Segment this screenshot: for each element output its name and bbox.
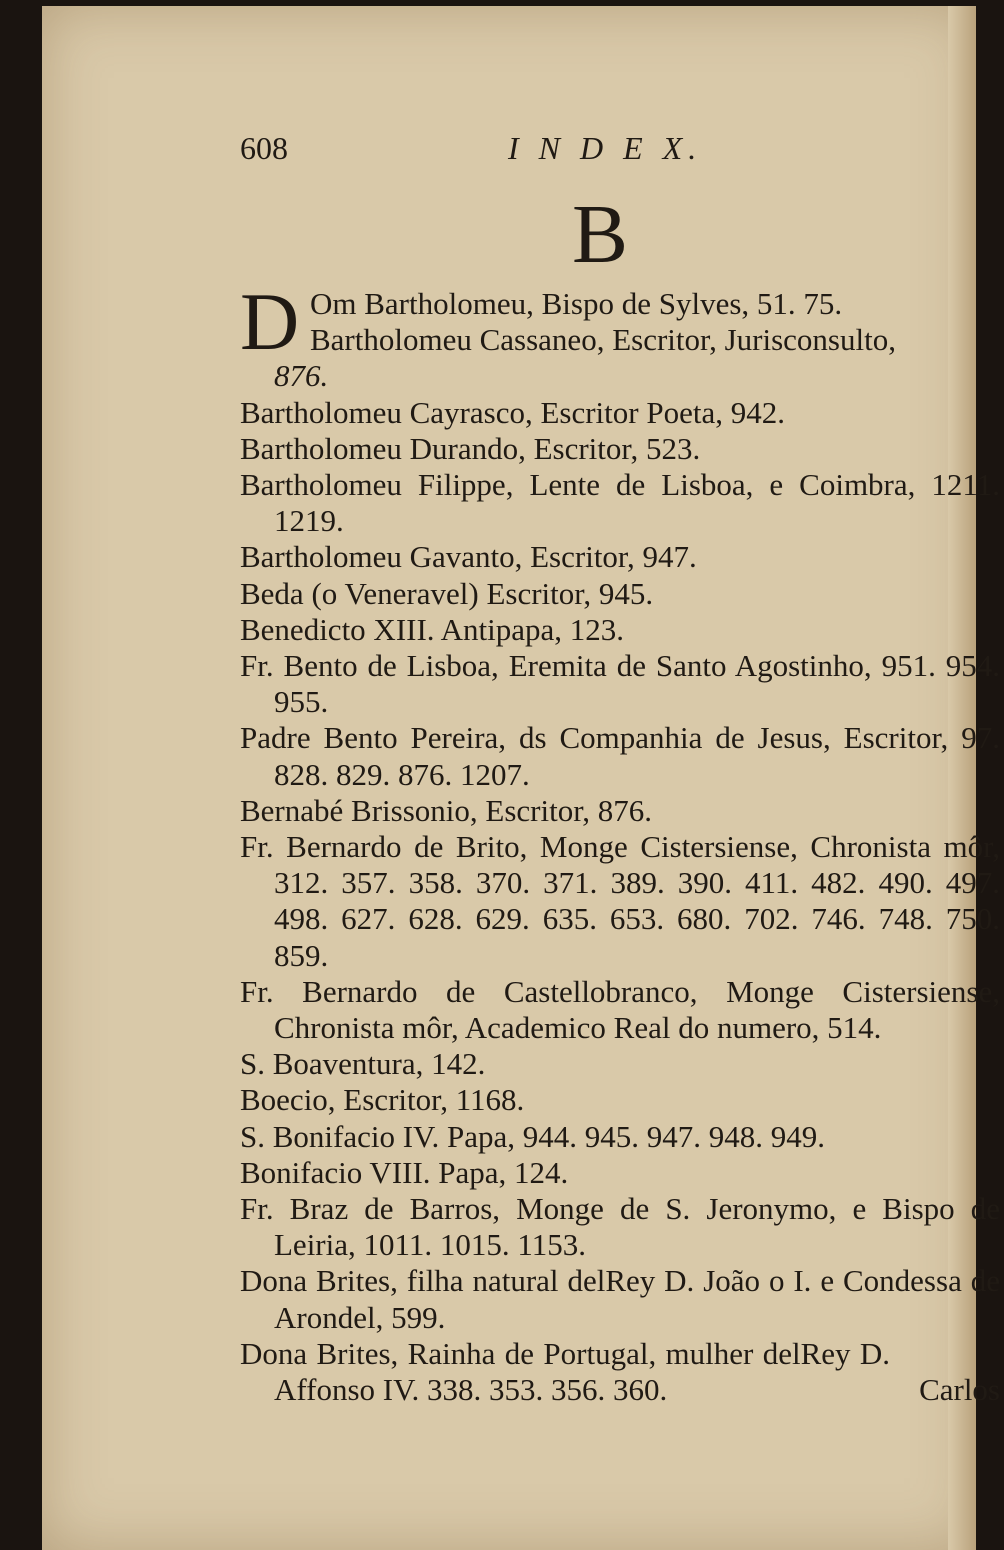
- last-entry-wrap: [240, 1336, 1000, 1408]
- index-entry: Padre Bento Pereira, ds Companhia de Jesus, Escritor, 97. 828. 829. 876. 1207.: [240, 720, 1000, 792]
- index-entry: Benedicto XIII. Antipapa, 123.: [240, 611, 624, 647]
- index-entry: Fr. Bento de Lisboa, Eremita de Santo Agostinho, 951. 954. 955.: [240, 648, 1000, 720]
- running-title: I N D E X.: [508, 130, 703, 166]
- index-entry: Beda (o Veneravel) Escritor, 945.: [240, 575, 654, 611]
- catchword: Carlos: [919, 1371, 1000, 1407]
- page-text: [240, 126, 1000, 1408]
- book-page: [42, 6, 1000, 1550]
- drop-cap: D: [240, 276, 300, 367]
- index-entry: Bartholomeu Cayrasco, Escritor Poeta, 942.: [240, 394, 785, 430]
- index-entry: Dona Brites, filha natural delRey D. João o I. e Condessa de Arondel, 599.: [240, 1263, 1000, 1335]
- page-number: 608: [240, 130, 288, 166]
- first-entry-line2: Bartholomeu Cassaneo, Escritor, Jurisconsulto,: [310, 322, 896, 358]
- index-entry: S. Bonifacio IV. Papa, 944. 945. 947. 948. 949.: [240, 1118, 825, 1154]
- running-head: [240, 126, 1000, 174]
- index-entry: Bartholomeu Filippe, Lente de Lisboa, e Coimbra, 1211. 1219.: [240, 467, 1000, 539]
- index-entry: Fr. Bernardo de Brito, Monge Cistersiense, Chronista môr, 312. 357. 358. 370. 371. 389. 390. 411. 482. 490. 497. 498. 627. 628. 629. 635. 653. 680. 702. 746. 748. 750. 859.: [240, 829, 1000, 973]
- index-entry-first: [240, 276, 1000, 395]
- index-entry: Dona Brites, Rainha de Portugal, mulher delRey D. Affonso IV. 338. 353. 356. 360.: [240, 1335, 890, 1408]
- first-entry-line1: Om Bartholomeu, Bispo de Sylves, 51. 75.: [310, 286, 843, 321]
- index-entry: S. Boaventura, 142.: [240, 1046, 486, 1082]
- index-entry: Bonifacio VIII. Papa, 124.: [240, 1154, 569, 1190]
- index-entry: Bartholomeu Gavanto, Escritor, 947.: [240, 539, 697, 575]
- index-entry: Fr. Braz de Barros, Monge de S. Jeronymo, e Bispo de Leiria, 1011. 1015. 1153.: [240, 1191, 1000, 1263]
- index-entry: Bernabé Brissonio, Escritor, 876.: [240, 792, 653, 828]
- index-entry: Fr. Bernardo de Castellobranco, Monge Cistersiense, Chronista môr, Academico Real do numero, 514.: [240, 973, 1000, 1046]
- index-entry: Boecio, Escritor, 1168.: [240, 1082, 525, 1118]
- index-entry: Bartholomeu Durando, Escritor, 523.: [240, 430, 701, 466]
- section-letter: B: [571, 188, 629, 281]
- first-entry-line3: 876.: [274, 358, 329, 394]
